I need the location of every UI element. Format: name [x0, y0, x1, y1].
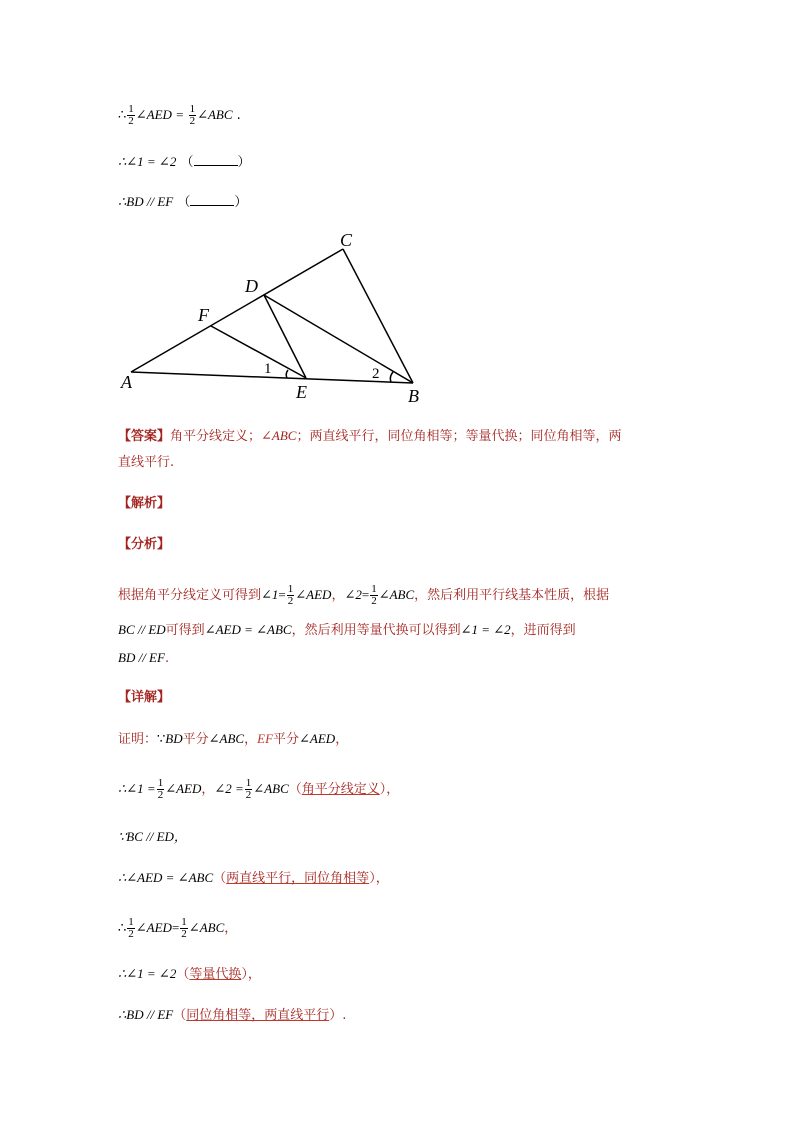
- segment-DE: [264, 295, 306, 378]
- label-E: E: [296, 382, 307, 402]
- proof-step-3: ∵BC // ED，: [118, 829, 187, 844]
- fraction-half: $\frac{1}{2}$: [128, 103, 134, 127]
- segment-AB: [131, 372, 413, 383]
- fraction-half: $\frac{1}{2}$: [245, 777, 252, 801]
- label-C: C: [340, 230, 353, 250]
- segment-FE: [211, 326, 306, 378]
- label-F: F: [198, 305, 209, 325]
- segment-CB: [343, 249, 413, 383]
- answer-line-2: 直线平行.: [118, 455, 175, 470]
- angle-2-arc: [390, 372, 393, 382]
- segment-AC: [131, 249, 343, 372]
- label-angle-2: 2: [372, 366, 380, 382]
- fraction-half: $\frac{1}{2}$: [157, 777, 164, 801]
- fraction-half: $\frac{1}{2}$: [287, 583, 294, 607]
- fraction-half: $\frac{1}{2}$: [189, 103, 196, 127]
- question-line-3: ∴BD // EF （ ）: [118, 194, 248, 210]
- answer-blank[interactable]: [194, 155, 238, 166]
- question-line-2: ∴∠1 = ∠2 （ ）: [118, 154, 251, 170]
- jiexi-heading: 【解析】: [118, 496, 171, 511]
- proof-step-6: ∴∠1 = ∠2（等量代换），: [118, 966, 261, 982]
- answer-line-1: 【答案】角平分线定义；∠ABC；两直线平行，同位角相等；等量代换；同位角相等，两: [118, 428, 622, 444]
- proof-step-1: 证明：∵BD平分∠ABC，EF平分∠AED，: [118, 731, 349, 747]
- xiangjie-heading: 【详解】: [118, 690, 171, 705]
- fraction-half: $\frac{1}{2}$: [181, 916, 187, 940]
- segment-DB: [264, 295, 413, 383]
- proof-step-7: ∴BD // EF（同位角相等，两直线平行）.: [118, 1007, 347, 1023]
- proof-step-4: ∴∠AED = ∠ABC（两直线平行，同位角相等），: [118, 870, 389, 886]
- label-D: D: [245, 276, 258, 296]
- fenxi-line-2: BC // ED可得到∠AED = ∠ABC，然后利用等量代换可以得到∠1 = ∠2，进而得到: [118, 622, 576, 638]
- fraction-half: $\frac{1}{2}$: [128, 916, 134, 940]
- label-angle-1: 1: [264, 361, 272, 377]
- fraction-half: $\frac{1}{2}$: [371, 583, 377, 607]
- label-B: B: [408, 386, 419, 406]
- proof-step-5: ∴ $\frac{1}{2}$ ∠AED= $\frac{1}{2}$ ∠ABC，: [118, 916, 238, 940]
- question-line-1: ∴ $\frac{1}{2}$ ∠AED = $\frac{1}{2}$ ∠ABC .: [118, 103, 241, 127]
- answer-blank[interactable]: [190, 195, 234, 206]
- angle-1-arc: [286, 370, 288, 378]
- fenxi-heading: 【分析】: [118, 537, 171, 552]
- fenxi-line-1: 根据角平分线定义可得到∠1= $\frac{1}{2}$ ∠AED，∠2= $\frac{1}{2}$ ∠ABC，然后利用平行线基本性质，根据: [118, 583, 610, 607]
- label-A: A: [121, 372, 132, 392]
- fenxi-line-3: BD // EF.: [118, 650, 170, 666]
- proof-step-2: ∴∠1 = $\frac{1}{2}$ ∠AED，∠2 = $\frac{1}{2}$ ∠ABC（角平分线定义），: [118, 777, 400, 801]
